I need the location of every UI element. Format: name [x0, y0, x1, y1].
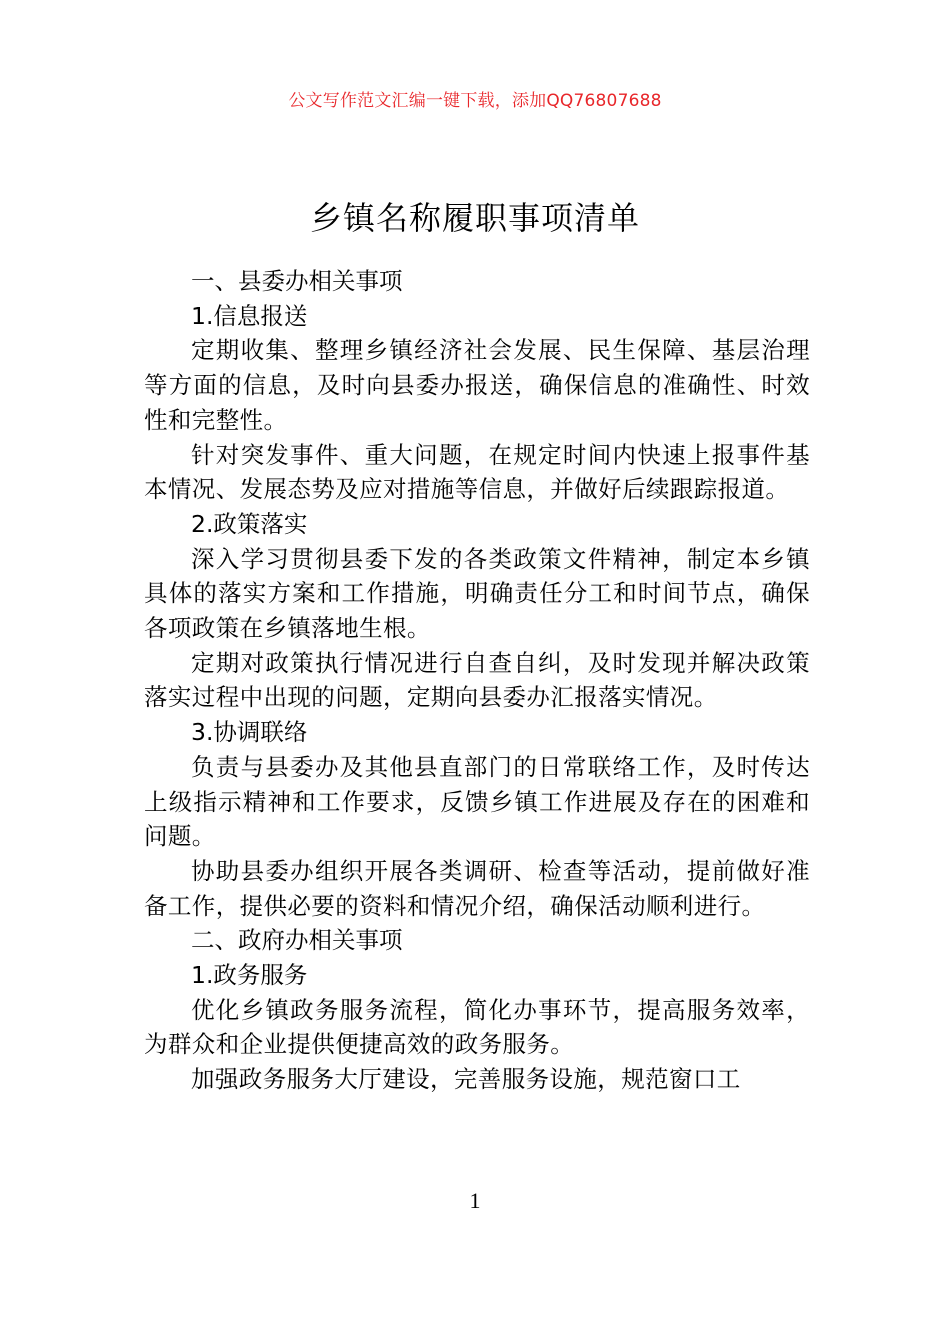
page-number: 1 — [469, 1188, 481, 1213]
paragraph: 加强政务服务大厅建设，完善服务设施，规范窗口工 — [191, 1065, 741, 1094]
paragraph: 定期收集、整理乡镇经济社会发展、民生保障、基层治理等方面的信息，及时向县委办报送，确保信息的准确性、时效性和完整性。 — [144, 336, 810, 434]
paragraph: 负责与县委办及其他县直部门的日常联络工作，及时传达上级指示精神和工作要求，反馈乡镇工作进展及存在的困难和问题。 — [144, 752, 810, 851]
subsection-heading: 3.协调联络 — [191, 718, 308, 747]
paragraph: 针对突发事件、重大问题，在规定时间内快速上报事件基本情况、发展态势及应对措施等信息，并做好后续跟踪报道。 — [144, 440, 810, 504]
paragraph: 优化乡镇政务服务流程，简化办事环节，提高服务效率，为群众和企业提供便捷高效的政务服务。 — [144, 995, 810, 1059]
subsection-heading: 1.政务服务 — [191, 961, 308, 990]
paragraph: 定期对政策执行情况进行自查自纠，及时发现并解决政策落实过程中出现的问题，定期向县委办汇报落实情况。 — [144, 648, 810, 712]
section-heading: 一、县委办相关事项 — [191, 267, 403, 295]
paragraph: 协助县委办组织开展各类调研、检查等活动，提前做好准备工作，提供必要的资料和情况介绍，确保活动顺利进行。 — [144, 856, 810, 920]
document-body — [144, 264, 810, 1097]
subsection-heading: 1.信息报送 — [191, 301, 308, 330]
subsection-heading: 2.政策落实 — [191, 509, 308, 538]
paragraph: 深入学习贯彻县委下发的各类政策文件精神，制定本乡镇具体的落实方案和工作措施，明确责任分工和时间节点，确保各项政策在乡镇落地生根。 — [144, 544, 810, 643]
section-heading: 二、政府办相关事项 — [191, 926, 403, 955]
watermark-banner: 公文写作范文汇编一键下载，添加QQ76807688 — [288, 91, 662, 111]
document-title: 乡镇名称履职事项清单 — [309, 199, 640, 238]
